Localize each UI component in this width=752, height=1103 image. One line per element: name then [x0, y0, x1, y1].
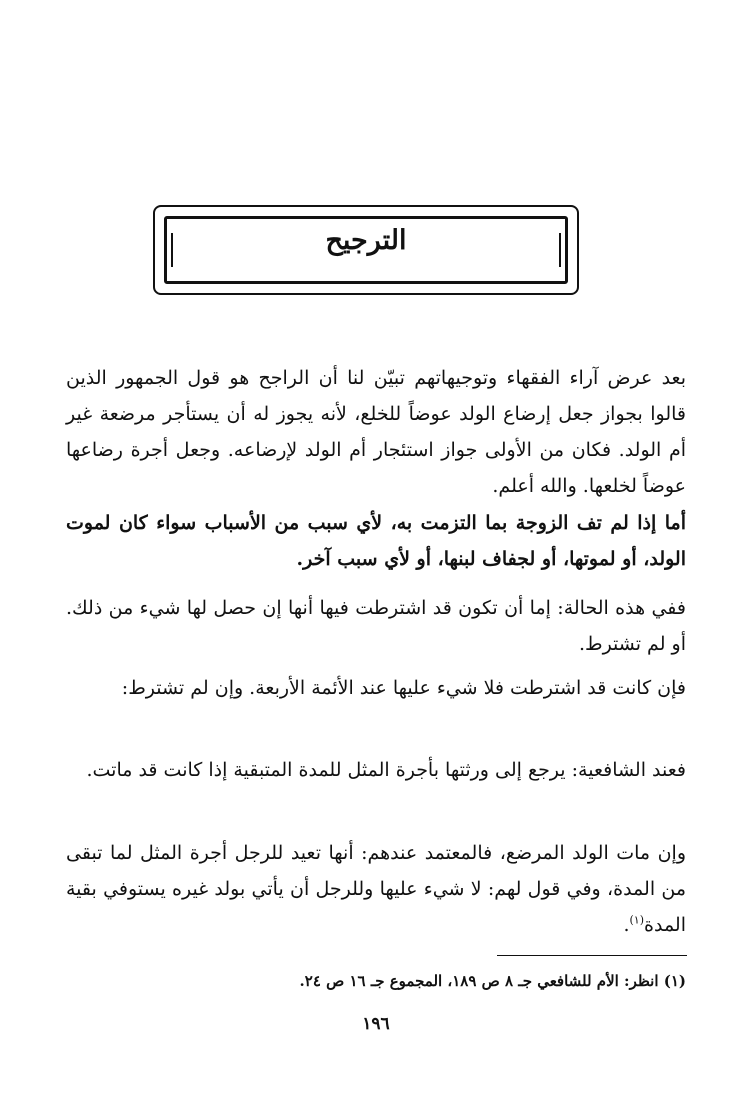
footnote: (١) انظر: الأم للشافعي جـ ٨ ص ١٨٩، المجموع جـ ١٦ ص ٢٤. [299, 972, 686, 990]
chapter-title: الترجيح [325, 225, 407, 256]
paragraph-conclusion: بعد عرض آراء الفقهاء وتوجيهاتهم تبيّن لنا أن الراجح هو قول الجمهور الذين قالوا بجواز جعل إرضاع الولد عوضاً للخلع، لأنه يجوز له أن يستأجر مرضعة غير أم الولد. فكان من الأولى جواز استئجار أم الولد لإرضاعه. وجعل أجرة رضاعها عوضاً لخلعها. والله أعلم. [66, 367, 686, 497]
paragraph-child-death: وإن مات الولد المرضع، فالمعتمد عندهم: أنها تعيد للرجل أجرة المثل لما تبقى من المدة، وفي قول لهم: لا شيء عليها وللرجل أن يأتي بولد غيره يستوفي بقية المدة$^{(١)}$. [66, 842, 686, 936]
paragraph-child-death-text: وإن مات الولد المرضع، فالمعتمد عندهم: أنها تعيد للرجل أجرة المثل لما تبقى من المدة، وفي قول لهم: لا شيء عليها وللرجل أن يأتي بولد غيره يستوفي بقية المدة [66, 842, 686, 936]
paragraph-case: ففي هذه الحالة: إما أن تكون قد اشترطت فيها أنها إن حصل لها شيء من ذلك. أو لم تشترط. [66, 597, 686, 655]
paragraph-shafii: فعند الشافعية: يرجع إلى ورثتها بأجرة المثل للمدة المتبقية إذا كانت قد ماتت. [86, 759, 686, 781]
paragraph-bold-condition: أما إذا لم تف الزوجة بما التزمت به، لأي سبب من الأسباب سواء كان لموت الولد، أو لموتها، أو لجفاف لبنها، أو لأي سبب آخر. [66, 512, 686, 570]
footnote-divider [497, 955, 687, 956]
paragraph-stipulation: فإن كانت قد اشترطت فلا شيء عليها عند الأئمة الأربعة. وإن لم تشترط: [121, 677, 686, 699]
footnote-reference[interactable]: (١) [629, 913, 645, 927]
title-frame [153, 205, 579, 295]
page-number: ١٩٦ [362, 1014, 390, 1034]
